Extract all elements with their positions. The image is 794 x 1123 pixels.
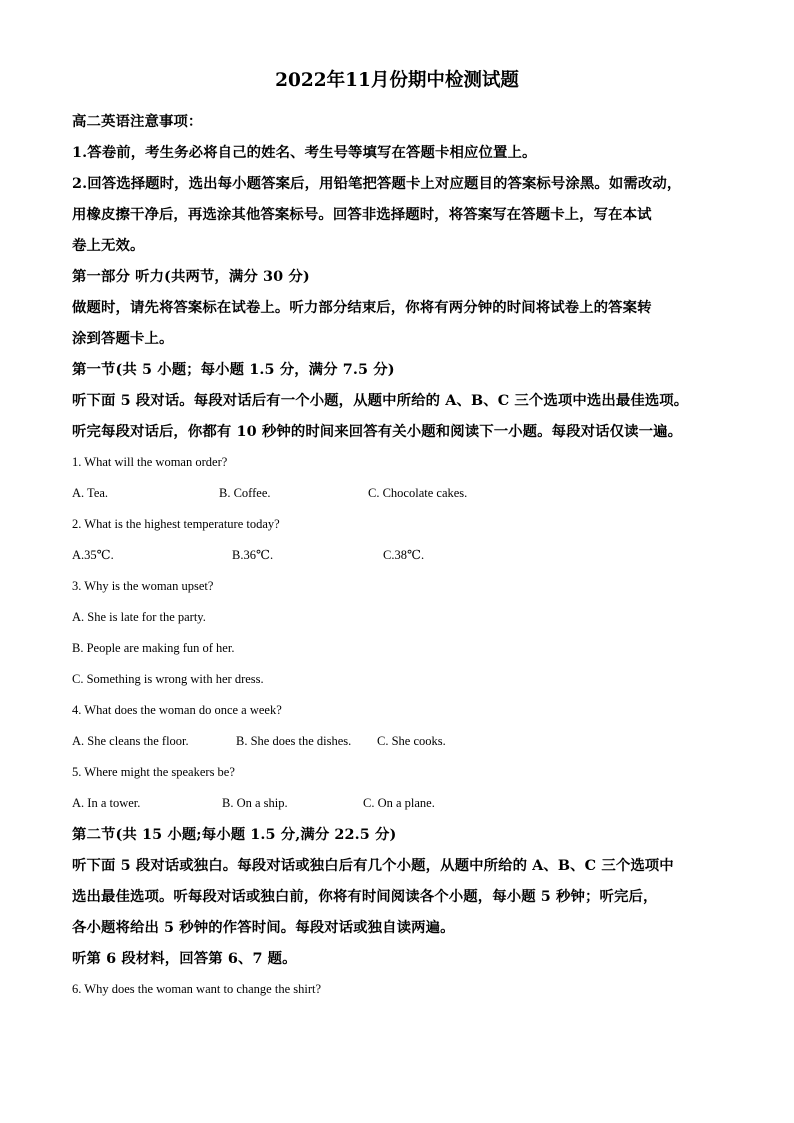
question-5: 5. Where might the speakers be? bbox=[72, 765, 235, 779]
question-3-option-b: B. People are making fun of her. bbox=[72, 641, 235, 655]
question-3-option-a: A. She is late for the party. bbox=[72, 610, 206, 624]
question-2: 2. What is the highest temperature today? bbox=[72, 517, 280, 531]
question-4-option-b: B. She does the dishes. bbox=[236, 734, 352, 748]
question-2-options bbox=[72, 540, 722, 571]
notice-heading: 高二英语注意事项： bbox=[72, 113, 203, 130]
question-2-option-c: C.38℃. bbox=[383, 548, 425, 562]
section2-instruction-line-2: 选出最佳选项。听每段对话或独白前，你将有时间阅读各个小题，每小题 5 秒钟；听完后， bbox=[72, 888, 658, 905]
question-5-options bbox=[72, 788, 722, 819]
section2-instruction-line-3: 各小题将给出 5 秒钟的作答时间。每段对话或独自读两遍。 bbox=[72, 919, 455, 936]
question-4-option-a: A. She cleans the floor. bbox=[72, 734, 189, 748]
page-title: 2022年11月份期中检测试题 bbox=[275, 70, 519, 91]
question-4-option-c: C. She cooks. bbox=[377, 734, 446, 748]
notice-item-2-line-1: 2.回答选择题时，选出每小题答案后，用铅笔把答题卡上对应题目的答案标号涂黑。如需改动， bbox=[72, 175, 682, 192]
section1-instruction-line-1: 听下面 5 段对话。每段对话后有一个小题，从题中所给的 A、B、C 三个选项中选出最佳选项。 bbox=[72, 392, 689, 409]
question-1-option-b: B. Coffee. bbox=[219, 486, 271, 500]
question-4-options bbox=[72, 726, 722, 757]
section2-instruction-line-1: 听下面 5 段对话或独白。每段对话或独白后有几个小题，从题中所给的 A、B、C 三个选项中 bbox=[72, 857, 674, 874]
question-6: 6. Why does the woman want to change the shirt? bbox=[72, 982, 322, 996]
question-1-option-a: A. Tea. bbox=[72, 486, 109, 500]
notice-item-1: 1.答卷前，考生务必将自己的姓名、考生号等填写在答题卡相应位置上。 bbox=[72, 144, 537, 161]
question-5-option-a: A. In a tower. bbox=[72, 796, 141, 810]
question-1: 1. What will the woman order? bbox=[72, 455, 228, 469]
section1-instruction-line-2: 听完每段对话后，你都有 10 秒钟的时间来回答有关小题和阅读下一小题。每段对话仅读一遍。 bbox=[72, 423, 683, 440]
notice-item-2-line-2: 用橡皮擦干净后，再选涂其他答案标号。回答非选择题时，将答案写在答题卡上，写在本试 bbox=[72, 206, 652, 223]
notice-item-2-line-3: 卷上无效。 bbox=[72, 237, 145, 254]
question-2-option-b: B.36℃. bbox=[232, 548, 274, 562]
exam-page bbox=[72, 68, 722, 1005]
part1-instruction-line-1: 做题时，请先将答案标在试卷上。听力部分结束后，你将有两分钟的时间将试卷上的答案转 bbox=[72, 299, 652, 316]
question-4: 4. What does the woman do once a week? bbox=[72, 703, 282, 717]
question-3: 3. Why is the woman upset? bbox=[72, 579, 214, 593]
question-5-option-b: B. On a ship. bbox=[222, 796, 288, 810]
section1-heading: 第一节(共 5 小题；每小题 1.5 分，满分 7.5 分) bbox=[72, 361, 395, 378]
part1-instruction-line-2: 涂到答题卡上。 bbox=[72, 330, 174, 347]
material-6-heading: 听第 6 段材料，回答第 6、7 题。 bbox=[72, 950, 297, 967]
question-1-options bbox=[72, 478, 722, 509]
part1-heading: 第一部分 听力(共两节，满分 30 分) bbox=[72, 268, 310, 285]
question-1-option-c: C. Chocolate cakes. bbox=[368, 486, 468, 500]
section2-heading: 第二节(共 15 小题;每小题 1.5 分,满分 22.5 分) bbox=[72, 826, 397, 843]
question-5-option-c: C. On a plane. bbox=[363, 796, 435, 810]
question-3-option-c: C. Something is wrong with her dress. bbox=[72, 672, 264, 686]
question-2-option-a: A.35℃. bbox=[72, 548, 114, 562]
